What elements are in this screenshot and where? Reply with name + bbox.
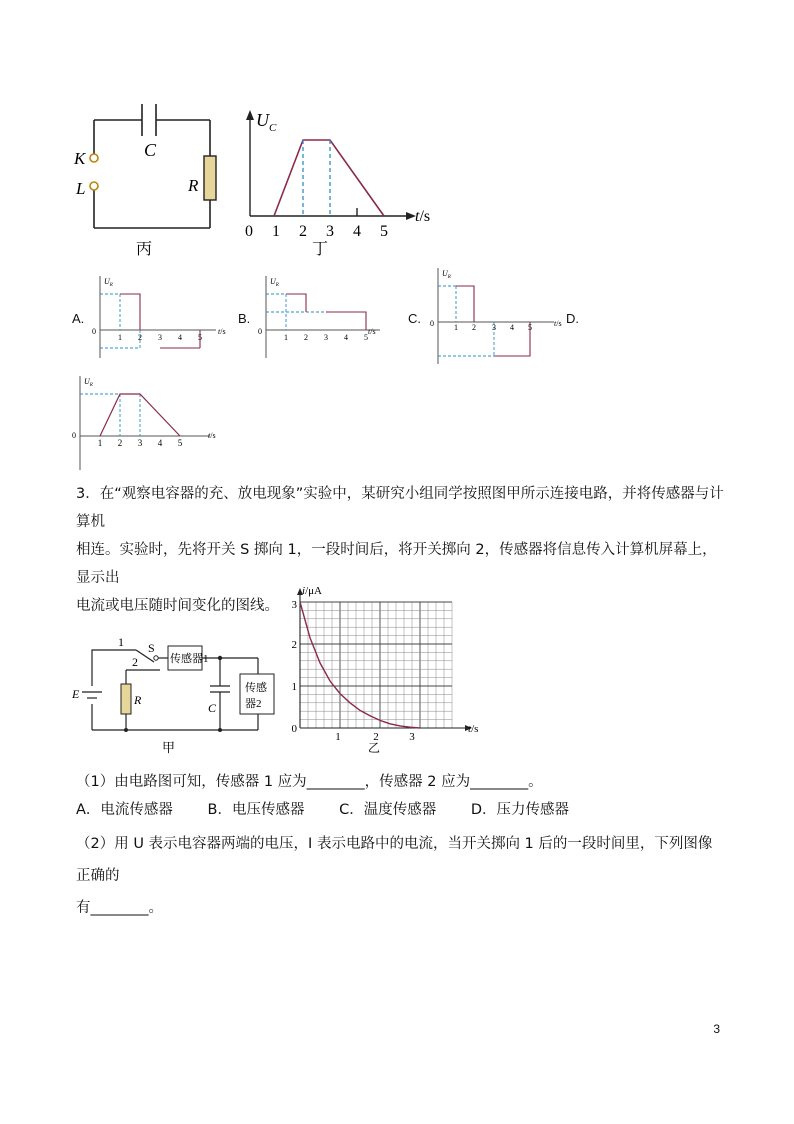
svg-text:4: 4 (510, 323, 514, 332)
svg-text:1: 1 (97, 438, 103, 448)
ytick-2: 2 (291, 639, 297, 651)
svg-text:UR: $U_R$ (442, 269, 451, 280)
label-C: C (144, 140, 157, 160)
svg-text:2: 2 (472, 323, 476, 332)
xlabel-yi: t/s (468, 723, 479, 735)
graph-option-a (88, 270, 228, 362)
svg-text:5: 5 (198, 333, 202, 342)
sensor-2-line1: 传感 (245, 682, 267, 694)
caption-yi: 乙 (367, 741, 381, 754)
label-K: K (74, 149, 86, 168)
svg-text:UR: $U_R$ (84, 377, 93, 388)
ylabel-uc: $U_C$ (256, 110, 277, 134)
tick-4: 4 (353, 223, 361, 240)
caption-bing: 丙 (136, 241, 153, 258)
svg-text:5: 5 (364, 333, 368, 342)
xtick-3: 3 (409, 731, 415, 743)
svg-text:0: 0 (72, 431, 76, 440)
svg-text:3: 3 (492, 323, 496, 332)
option-b-voltage-sensor[interactable]: B．电压传感器 (207, 802, 305, 818)
sub-question-2 (76, 828, 726, 924)
svg-text:t/s: t/s (208, 431, 216, 440)
svg-text:2: 2 (304, 333, 308, 342)
q3-line-3: 电流或电压随时间变化的图线。 (76, 598, 279, 614)
option-b-label: B. (238, 311, 251, 326)
xlabel-ding: t/s (415, 208, 431, 225)
option-d-label: D. (566, 311, 579, 326)
svg-text:2: 2 (138, 333, 142, 342)
xtick-2: 2 (373, 731, 379, 743)
q3-line-2: 相连。实验时，先将开关 S 掷向 1，一段时间后，将开关掷向 2，传感器将信息传入计算机屏幕上，显示出 (76, 542, 717, 586)
svg-text:UR: $U_R$ (270, 277, 279, 288)
node-2: 2 (132, 655, 138, 669)
label-C-jia: C (208, 701, 217, 715)
tick-2: 2 (299, 223, 307, 240)
svg-text:0: 0 (258, 327, 262, 336)
sub2-line-2: 有________。 (76, 900, 163, 916)
graph-option-b (252, 270, 392, 362)
caption-jia: 甲 (162, 740, 176, 755)
svg-text:3: 3 (324, 333, 328, 342)
ytick-0: 0 (291, 723, 297, 735)
caption-ding: 丁 (311, 241, 329, 258)
option-c-temperature-sensor[interactable]: C．温度传感器 (339, 802, 437, 818)
option-d-pressure-sensor[interactable]: D．压力传感器 (470, 802, 569, 818)
ytick-1: 1 (291, 681, 297, 693)
ytick-3: 3 (291, 599, 297, 611)
label-E: E (72, 687, 80, 701)
svg-text:5: 5 (177, 438, 183, 448)
xtick-1: 1 (335, 731, 341, 743)
graph-option-d (70, 372, 230, 472)
tick-5: 5 (380, 223, 388, 240)
option-a-current-sensor[interactable]: A．电流传感器 (76, 802, 173, 818)
svg-text:2: 2 (117, 438, 123, 448)
option-c-label: C. (408, 311, 421, 326)
graph-ding (240, 100, 440, 260)
label-R-jia: R (134, 693, 142, 707)
svg-text:UR: $U_R$ (104, 277, 113, 288)
ylabel-i: i/μA (302, 585, 322, 597)
svg-text:0: 0 (430, 319, 434, 328)
svg-text:t/s: t/s (218, 327, 226, 336)
svg-text:1: 1 (284, 333, 288, 342)
svg-text:1: 1 (454, 323, 458, 332)
label-R: R (188, 176, 199, 195)
current-decay-curve (300, 602, 420, 728)
sensor-2-line2: 器2 (245, 698, 262, 710)
graph-option-c (426, 264, 566, 368)
svg-text:4: 4 (157, 438, 163, 448)
tick-1: 1 (272, 223, 280, 240)
graph-yi (282, 582, 492, 754)
sub2-line-1: （2）用 U 表示电容器两端的电压，I 表示电路中的电流，当开关掷向 1 后的一段时间里，下列图像正确的 (76, 836, 713, 884)
option-a-label: A. (72, 311, 85, 326)
tick-3: 3 (326, 223, 334, 240)
svg-text:t/s: t/s (368, 327, 376, 336)
svg-text:0: 0 (92, 327, 96, 336)
page-number: 3 (713, 1022, 720, 1036)
sub-question-1: （1）由电路图可知，传感器 1 应为________，传感器 2 应为________。 (76, 774, 543, 790)
svg-text:3: 3 (158, 333, 162, 342)
node-1: 1 (118, 635, 124, 649)
sensor-1: 传感器1 (170, 653, 209, 665)
svg-text:3: 3 (137, 438, 143, 448)
sub1-options (76, 798, 599, 819)
label-L: L (76, 179, 86, 198)
svg-text:t/s: t/s (554, 319, 562, 328)
svg-text:4: 4 (178, 333, 182, 342)
svg-text:5: 5 (528, 323, 532, 332)
q3-line-1: 3．在“观察电容器的充、放电现象”实验中，某研究小组同学按照图甲所示连接电路，并将传感器与计算机 (76, 486, 724, 530)
circuit-bing (70, 96, 240, 266)
circuit-jia (70, 630, 280, 760)
label-S: S (148, 641, 155, 655)
svg-text:1: 1 (118, 333, 122, 342)
svg-text:4: 4 (344, 333, 348, 342)
tick-0: 0 (245, 223, 253, 240)
